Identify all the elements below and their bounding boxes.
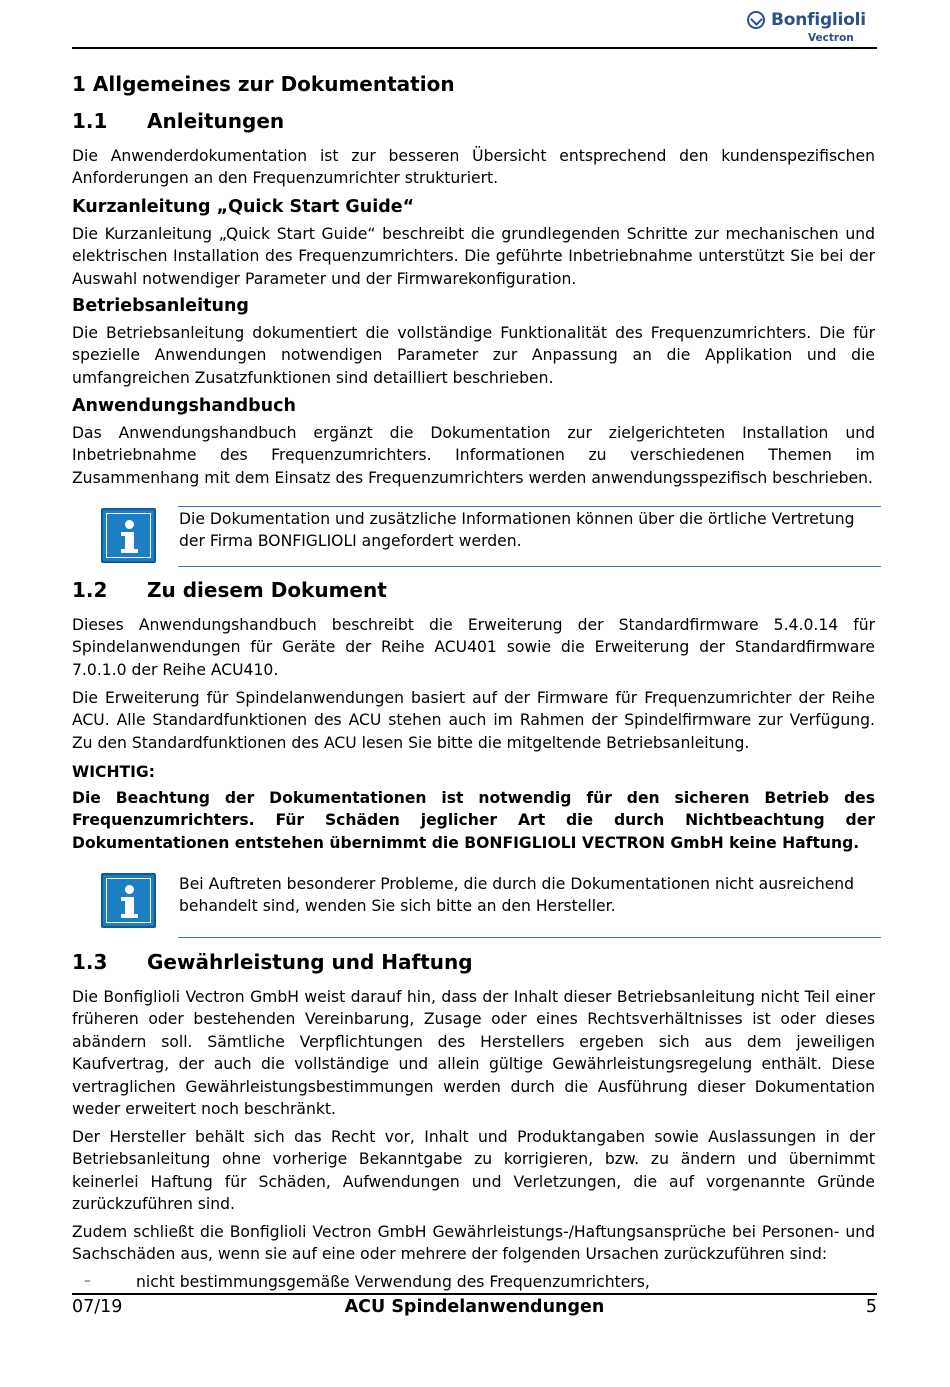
subheading-manual: Betriebsanleitung bbox=[72, 296, 249, 316]
paragraph-application-manual: Das Anwendungshandbuch ergänzt die Dokumentation zur zielgerichteten Installation und Inbetriebnahme des Frequenzumrichters. Informationen zu verschiedenen Themen im Zusammenhang mit dem Einsatz des Frequenzumrichters werden anwendungsspezifisch beschrieben. bbox=[72, 424, 875, 487]
brand-name: Bonfiglioli bbox=[771, 10, 866, 30]
info-icon bbox=[101, 873, 156, 928]
note-text: Bei Auftreten besonderer Probleme, die durch die Dokumentationen nicht ausreichend behandelt sind, wenden Sie sich bitte an den Hersteller. bbox=[179, 875, 855, 916]
subheading-quick-start: Kurzanleitung „Quick Start Guide“ bbox=[72, 197, 415, 217]
footer-date: 07/19 bbox=[72, 1297, 123, 1317]
note-bottom-rule bbox=[178, 566, 881, 567]
note-bottom-rule bbox=[178, 937, 881, 938]
footer-title: ACU Spindelanwendungen bbox=[344, 1297, 605, 1317]
page-number: 5 bbox=[865, 1297, 877, 1317]
info-icon bbox=[101, 508, 156, 563]
paragraph-quick-start: Die Kurzanleitung „Quick Start Guide“ beschreibt die grundlegenden Schritte zur mechanischen und elektrischen Installation des Frequenzumrichters. Die geführte Inbetriebnahme unterstützt Sie bei der Auswahl notwendiger Parameter und der Firmwarekonfiguration. bbox=[72, 225, 875, 288]
paragraph-changes: Der Hersteller behält sich das Recht vor, Inhalt und Produktangaben sowie Auslassungen in der Betriebsanleitung ohne vorherige Bekanntgabe zu korrigieren, bzw. zu ändern und übernimmt keinerlei Haftung für Schäden, Aufwendungen und Verletzungen, die auf vorgenannte Gründe zurückzuführen sind. bbox=[72, 1128, 875, 1214]
chapter-title: 1 Allgemeines zur Dokumentation bbox=[72, 72, 455, 96]
section-number: 1.1 bbox=[72, 109, 108, 133]
section-title: Gewährleistung und Haftung bbox=[147, 950, 473, 974]
important-label: WICHTIG: bbox=[72, 763, 155, 781]
list-bullet: – bbox=[84, 1273, 91, 1289]
paragraph-firmware: Die Erweiterung für Spindelanwendungen basiert auf der Firmware für Frequenzumrichter der Reihe ACU. Alle Standardfunktionen des ACU stehen auch im Rahmen der Spindelfirmware zur Verfügung. Zu den Standardfunktionen des ACU lesen Sie bitte die mitgeltende Betriebsanleitung. bbox=[72, 689, 875, 752]
section-title: Anleitungen bbox=[147, 109, 285, 133]
paragraph-manual: Die Betriebsanleitung dokumentiert die vollständige Funktionalität des Frequenzumrichters. Die für spezielle Anwendungen notwendigen Parameter zur Anpassung an die Applikation und die umfangreichen Zusatzfunktionen sind detailliert beschrieben. bbox=[72, 324, 875, 387]
brand-sub: Vectron bbox=[808, 32, 854, 44]
section-number: 1.2 bbox=[72, 578, 108, 602]
subheading-application-manual: Anwendungshandbuch bbox=[72, 396, 296, 416]
paragraph-warranty: Die Bonfiglioli Vectron GmbH weist darauf hin, dass der Inhalt dieser Betriebsanleitung nicht Teil einer früheren oder bestehenden Vereinbarung, Zusage oder eines Rechtsverhältnisses ist oder dieses abändern soll. Sämtliche Verpflichtungen des Herstellers ergeben sich aus dem jeweiligen Kaufvertrag, der auch die vollständige und allein gültige Gewährleistungsregelung enthält. Diese vertraglichen Gewährleistungsbestimmungen werden durch die Ausführung dieser Dokumentation weder erweitert noch beschränkt. bbox=[72, 988, 875, 1119]
header-divider bbox=[72, 47, 877, 49]
footer-divider bbox=[72, 1293, 877, 1295]
brand-mark-icon bbox=[747, 11, 765, 29]
bonfiglioli-logo bbox=[747, 9, 877, 45]
note-top-rule bbox=[178, 506, 881, 507]
section-heading-1-1 bbox=[72, 109, 284, 133]
note-text: Die Dokumentation und zusätzliche Informationen können über die örtliche Vertretung der Firma BONFIGLIOLI angefordert werden. bbox=[179, 510, 855, 551]
paragraph-document-scope: Dieses Anwendungshandbuch beschreibt die Erweiterung der Standardfirmware 5.4.0.14 für Spindelanwendungen für Geräte der Reihe ACU401 sowie die Erweiterung der Standardfirmware 7.0.1.0 der Reihe ACU410. bbox=[72, 616, 875, 679]
list-item: nicht bestimmungsgemäße Verwendung des Frequenzumrichters, bbox=[136, 1273, 650, 1291]
section-title: Zu diesem Dokument bbox=[147, 578, 387, 602]
document-page bbox=[72, 0, 877, 1387]
section-number: 1.3 bbox=[72, 950, 108, 974]
section-heading-1-3 bbox=[72, 950, 473, 974]
important-text: Die Beachtung der Dokumentationen ist notwendig für den sicheren Betrieb des Frequenzumrichters. Für Schäden jeglicher Art die durch Nichtbeachtung der Dokumentationen entstehen übernimmt die BONFIGLIOLI VECTRON GmbH keine Haftung. bbox=[72, 789, 875, 852]
paragraph-intro: Die Anwenderdokumentation ist zur besseren Übersicht entsprechend den kundenspezifischen Anforderungen an den Frequenzumrichter strukturiert. bbox=[72, 147, 875, 188]
paragraph-exclusions: Zudem schließt die Bonfiglioli Vectron GmbH Gewährleistungs-/Haftungsansprüche bei Personen- und Sachschäden aus, wenn sie auf eine oder mehrere der folgenden Ursachen zurückzuführen sind: bbox=[72, 1223, 875, 1264]
section-heading-1-2 bbox=[72, 578, 387, 602]
